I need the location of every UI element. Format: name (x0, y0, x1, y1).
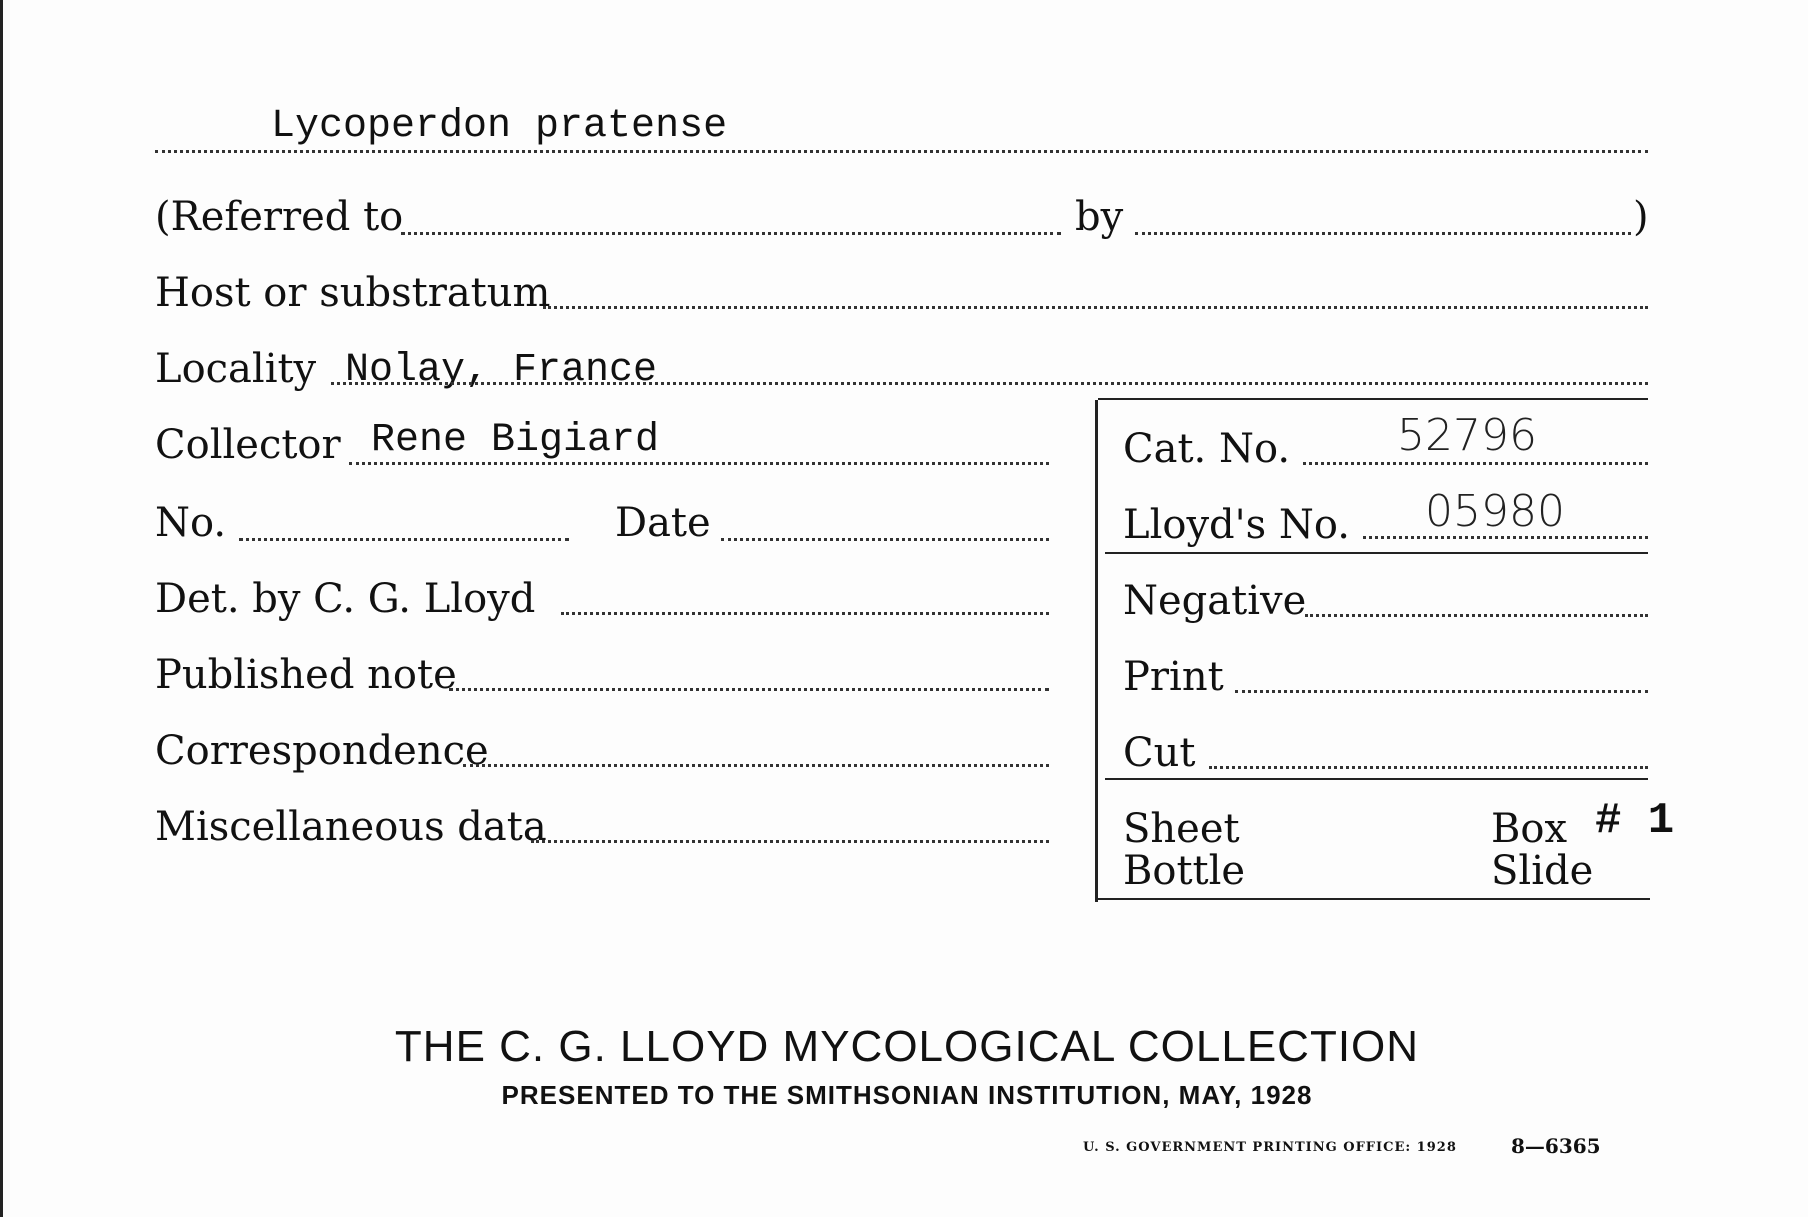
box-top-border (1098, 398, 1648, 400)
cut-field[interactable] (1209, 766, 1648, 769)
box-left-border (1095, 400, 1098, 902)
date-field[interactable] (721, 538, 1049, 541)
box-bottom-border (1098, 898, 1650, 900)
box-number: # 1 (1595, 796, 1675, 846)
cat-no-value: 52796 (1397, 410, 1537, 461)
locality-value: Nolay, France (345, 348, 658, 393)
no-field[interactable] (239, 538, 569, 541)
collection-subtitle: PRESENTED TO THE SMITHSONIAN INSTITUTION, MAY, 1928 (501, 1080, 1313, 1110)
misc-data-label: Miscellaneous data (155, 804, 547, 850)
slide-label: Slide (1491, 848, 1594, 894)
referred-by-field[interactable] (1135, 232, 1631, 235)
close-paren: ) (1633, 194, 1649, 240)
det-field[interactable] (561, 612, 1049, 615)
sheet-label: Sheet (1123, 806, 1240, 852)
date-label: Date (615, 500, 711, 546)
correspondence-field[interactable] (463, 764, 1049, 767)
printer-imprint: U. S. GOVERNMENT PRINTING OFFICE: 1928 (1083, 1140, 1457, 1155)
print-field[interactable] (1235, 690, 1648, 693)
correspondence-label: Correspondence (155, 728, 489, 774)
lloyds-no-value: 05980 (1425, 486, 1565, 537)
species-line (155, 150, 1648, 153)
no-label: No. (155, 500, 227, 546)
box-divider-1 (1105, 552, 1648, 554)
published-note-field[interactable] (449, 688, 1049, 691)
negative-field[interactable] (1305, 614, 1648, 617)
host-label: Host or substratum (155, 270, 551, 316)
collector-label: Collector (155, 422, 341, 468)
referred-to-field[interactable] (401, 232, 1061, 235)
bottle-label: Bottle (1123, 848, 1246, 894)
host-field[interactable] (543, 306, 1648, 309)
box-divider-2 (1105, 778, 1648, 780)
misc-data-field[interactable] (531, 840, 1049, 843)
referred-to-label: (Referred to (155, 194, 404, 240)
species-name: Lycoperdon pratense (271, 104, 728, 149)
det-label: Det. by C. G. Lloyd (155, 576, 536, 622)
collector-line (349, 462, 1049, 465)
lloyds-no-line (1363, 536, 1648, 539)
box-label: Box (1491, 806, 1568, 852)
cut-label: Cut (1123, 730, 1196, 776)
lloyds-no-label: Lloyd's No. (1123, 502, 1350, 548)
collector-value: Rene Bigiard (371, 418, 660, 463)
negative-label: Negative (1123, 578, 1307, 624)
collection-title: THE C. G. LLOYD MYCOLOGICAL COLLECTION (394, 1022, 1420, 1071)
published-note-label: Published note (155, 652, 457, 698)
cat-no-line (1303, 462, 1648, 465)
print-label: Print (1123, 654, 1224, 700)
by-label: by (1075, 194, 1124, 240)
locality-line (331, 382, 1648, 385)
locality-label: Locality (155, 346, 317, 392)
form-number: 8—6365 (1511, 1134, 1601, 1158)
cat-no-label: Cat. No. (1123, 426, 1291, 472)
